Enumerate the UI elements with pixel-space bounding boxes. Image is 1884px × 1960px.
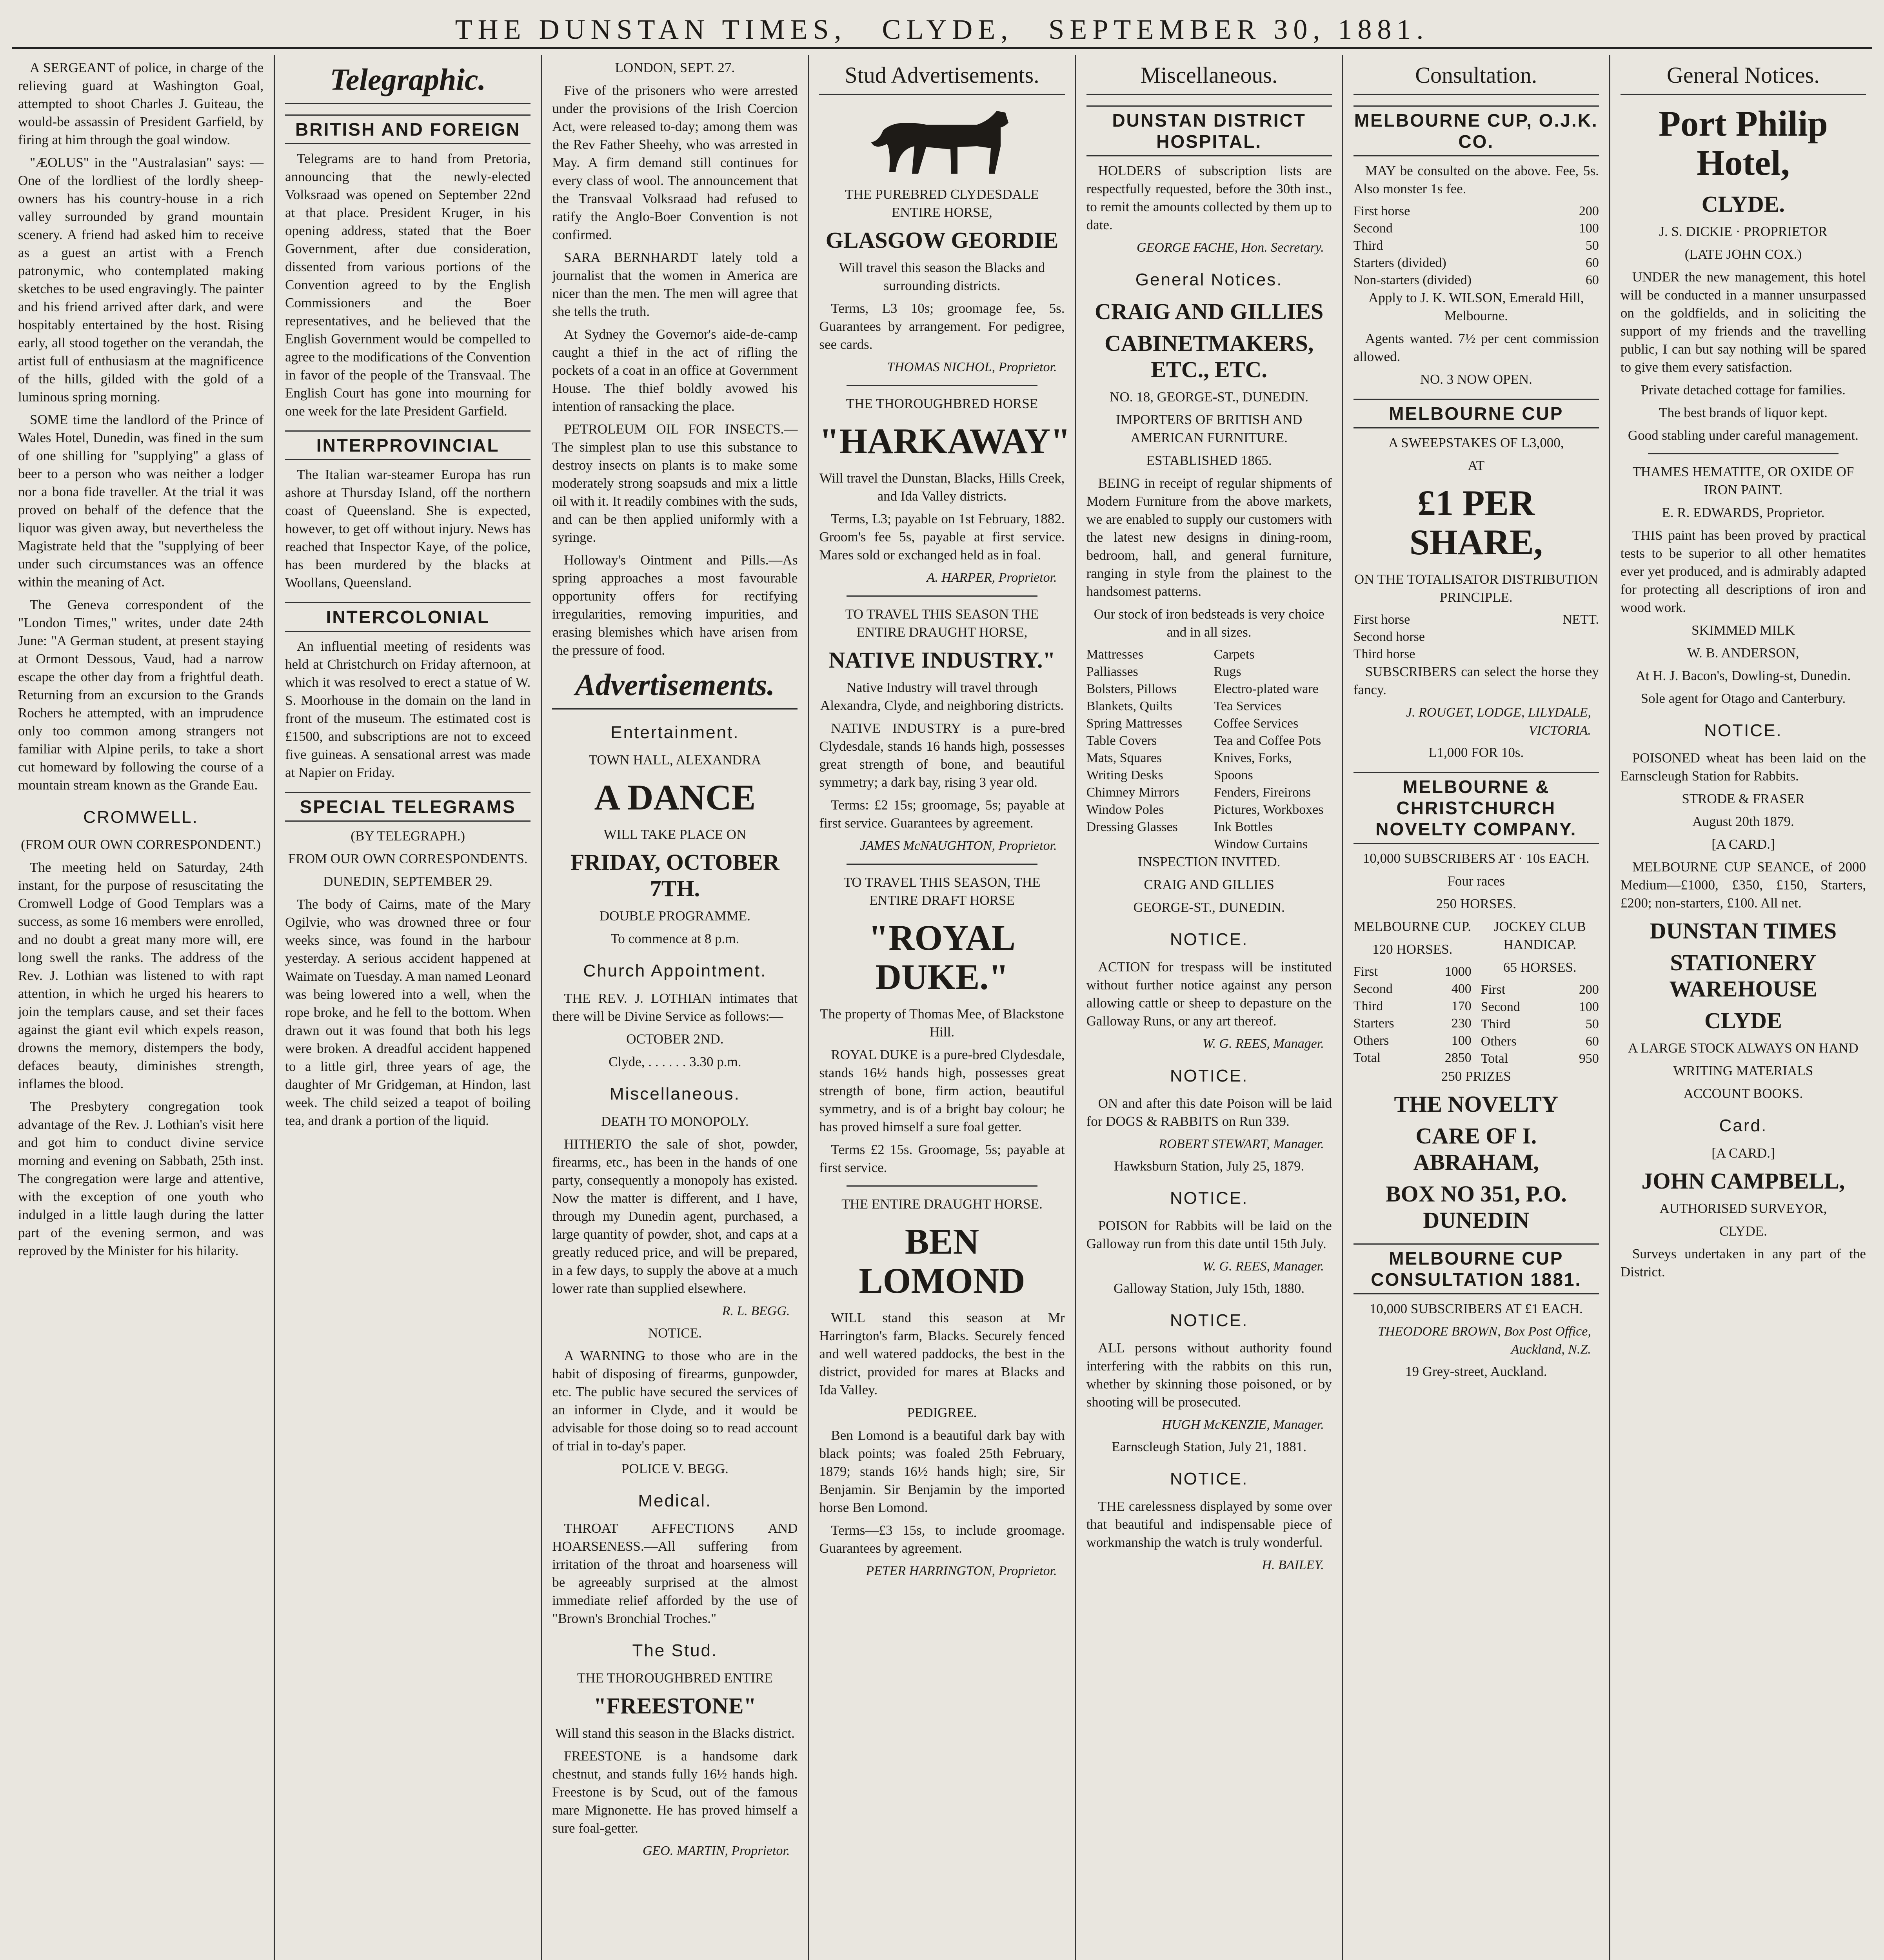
stewart-sig: ROBERT STEWART, Manager. <box>1159 1137 1324 1151</box>
consult2-sub: 10,000 SUBSCRIBERS AT £1 EACH. <box>1369 1301 1583 1316</box>
church-heading: Church Appointment. <box>583 961 767 980</box>
ben-sub: WILL stand this season at Mr Harrington's farm, Blacks. Securely fenced and well watered paddocks, the best in the district, provided for mares at Blacks and Ida Valley. <box>819 1310 1065 1397</box>
cup1-heading: MELBOURNE CUP, O.J.K. CO. <box>1354 105 1599 156</box>
petroleum-oil: PETROLEUM OIL FOR INSECTS.—The simplest plan to use this substance to destroy insects on plants is to make some moderately strong soapsuds and mix a little oil with it. It readily combines with the suds, and can be then applied uniformly with a syringe. <box>552 421 798 545</box>
sweepstakes: A SWEEPSTAKES OF L3,000, <box>1388 435 1564 450</box>
strode: STRODE & FRASER <box>1682 791 1805 806</box>
column-consultation <box>1342 55 1609 1960</box>
prize-row: Third 50 <box>1353 238 1599 253</box>
list-item: Writing Desks <box>1086 768 1163 782</box>
general-notices-heading: General Notices. <box>1135 270 1283 289</box>
article-cromwell: The meeting held on Saturday, 24th instant, for the purpose of resuscitating the Cromwell Lodge of Good Templars was a success, as some 16 members were enrolled, and no doubt a great many more will, ere long swell the ranks. The address of the Rev. J. Lothian was listened to with rapt attention, in which he urged his hearers to join the templars cause, and set their faces against the giant evil which expels reason, drowns the memory, distempers the body, defaces beauty, diminishes strength, inflames the blood. <box>18 860 264 1091</box>
list-item: Rugs <box>1214 664 1241 679</box>
special-text: The body of Cairns, mate of the Mary Ogilvie, who was drowned three or four weeks since, was found in the harbour yesterday. A serious accident happened at Waimate on Tuesday. A man named Leonard was being lowered into a well, when the rope broke, and he fell to the bottom. When drawn out it was found that both his legs were broken. A dreadful accident happened to a little girl, three years of age, the daughter of Mr Gridgeman, at Hindon, last week. The child seized a teapot of boiling tea, and drank a portion of the liquid. <box>285 897 531 1128</box>
notice1-heading: NOTICE. <box>1170 930 1248 949</box>
column-stud <box>808 55 1075 1960</box>
list-item: Coffee Services <box>1214 716 1299 731</box>
notice3-heading: NOTICE. <box>1170 1189 1248 1208</box>
george2: GEORGE-ST., DUNEDIN. <box>1133 900 1285 915</box>
list-item: Carpets <box>1214 647 1255 662</box>
column-news <box>8 55 274 1960</box>
native-title: NATIVE INDUSTRY." <box>828 647 1056 673</box>
paper-name: THE DUNSTAN TIMES, <box>455 13 847 45</box>
harkaway-title: "HARKAWAY" <box>819 421 1071 461</box>
column-general-notices <box>1609 55 1876 1960</box>
column-london-adverts <box>541 55 808 1960</box>
cottage: Private detached cottage for families. <box>1641 382 1846 397</box>
church-time: Clyde, . . . . . . 3.30 p.m. <box>609 1054 741 1069</box>
special-from: FROM OUR OWN CORRESPONDENTS. <box>288 851 528 866</box>
table-row: First 200 <box>1481 982 1599 997</box>
liquor: The best brands of liquor kept. <box>1659 405 1828 420</box>
list-item: Palliasses <box>1086 664 1138 679</box>
hawksburn: Hawksburn Station, July 25, 1879. <box>1114 1158 1304 1174</box>
table-row: Others 60 <box>1481 1034 1599 1049</box>
masthead <box>12 12 1872 49</box>
ben-terms: Terms—£3 15s, to include groomage. Guarantees by agreement. <box>819 1523 1065 1556</box>
galloway: Galloway Station, July 15th, 1880. <box>1114 1281 1305 1296</box>
interprovincial-text: The Italian war-steamer Europa has run ashore at Thursday Island, off the northern coast of Queensland. She is expected, however, to get off without injury. News has reached that Inspector Kaye, of the police, has been murdered by the blacks at Woollans, Queensland. <box>285 467 531 590</box>
surveyor: AUTHORISED SURVEYOR, <box>1659 1201 1827 1216</box>
monopoly-text: HITHERTO the sale of shot, powder, firearms, etc., has been in the hands of one party, consequently a monopoly has existed. Now the matter is different, and I have, through my Dunedin agent, purchased, a large quantity of powder, shot, and caps at a greatly reduced price, and will be prepared, in a few days, to supply the above at a much lower rate than supplied elsewhere. <box>552 1136 798 1296</box>
warning-text: A WARNING to those who are in the habit of disposing of firearms, gunpowder, etc. The public have secured the services of an informer in Clyde, and it would be advisable for those doing so to read account of trial in to-day's paper. <box>552 1348 798 1454</box>
furniture-col-a <box>1086 646 1205 853</box>
london-dateline: LONDON, SEPT. 27. <box>615 60 735 75</box>
earnscleugh: Earnscleugh Station, July 21, 1881. <box>1112 1439 1307 1454</box>
surveys: Surveys undertaken in any part of the District. <box>1620 1246 1866 1279</box>
paper-town: CLYDE, <box>882 13 1014 45</box>
royal-text: ROYAL DUKE is a pure-bred Clydesdale, stands 16½ hands high, possesses great strength of bone, firm action, beautiful symmetry, and is of a bright bay colour; he has proved himself a sure foal getter. <box>819 1047 1065 1134</box>
inspection: INSPECTION INVITED. <box>1137 854 1281 869</box>
will-take-place: WILL TAKE PLACE ON <box>603 827 747 842</box>
horses-250: 250 HORSES. <box>1436 896 1516 911</box>
notice-heading: NOTICE. <box>1704 721 1782 740</box>
geordie-sig: THOMAS NICHOL, Proprietor. <box>887 360 1057 374</box>
hospital-text: HOLDERS of subscription lists are respectfully requested, before the 30th inst., to remit the amounts collected by them up to date. <box>1086 163 1332 232</box>
list-item: Window Curtains <box>1214 837 1308 851</box>
newspaper-columns <box>8 55 1876 1960</box>
commence-time: To commence at 8 p.m. <box>610 931 739 946</box>
native-sub: Native Industry will travel through Alexandra, Clyde, and neighboring districts. <box>820 680 1064 713</box>
prizes-250: 250 PRIZES <box>1441 1069 1511 1084</box>
intercolonial-heading: INTERCOLONIAL <box>285 602 530 632</box>
clyde2: CLYDE <box>1704 1008 1782 1033</box>
per-share: £1 PER SHARE, <box>1409 483 1543 562</box>
list-item: Dressing Glasses <box>1086 820 1178 834</box>
dunstan-times: DUNSTAN TIMES <box>1650 918 1837 944</box>
article-presbytery: The Presbytery congregation took advantage of the Rev. J. Lothian's visit here and got him to conduct divine service morning and evening on Sabbath, 25th inst. The congregation were large and attentive, with the exception of one youth who indulged in a little laugh during the latter part of the evening sermon, and was reproved by the Minister for his hilarity. <box>18 1099 264 1258</box>
list-item: Electro-plated ware <box>1214 682 1319 696</box>
british-foreign-text: Telegrams are to hand from Pretoria, announcing that the newly-elected Volksraad was opened on September 22nd at that place. President Kruger, in his opening address, stated that the Boer Government, after due consideration, dissented from various portions of the Convention agreed to by the English Commissioners and the Boer representatives, and he believed that the English Government would be compelled to agree to the modifications of the Convention in favor of the people of the Transvaal. The English Court has gone into mourning for one week for the late President Garfield. <box>285 151 531 419</box>
paper-date: SEPTEMBER 30, 1881. <box>1048 13 1429 45</box>
hospital-heading: DUNSTAN DISTRICT HOSPITAL. <box>1086 105 1332 156</box>
ben-pre: THE ENTIRE DRAUGHT HORSE. <box>841 1196 1043 1212</box>
notice1-text: ACTION for trespass will be instituted without further notice against any person allowing cattle or sheep to depasture on the Galloway Runs, or any art thereof. <box>1086 959 1332 1029</box>
native-text: NATIVE INDUSTRY is a pure-bred Clydesdale, stands 16 hands high, possesses great strength of bone, and beautiful symmetry; a dark bay, rising 3 year old. <box>819 720 1065 790</box>
general-notices-heading: General Notices. <box>1621 59 1866 95</box>
notice3-text: POISON for Rabbits will be laid on the Galloway run from this date until 15th July. <box>1086 1218 1332 1251</box>
table-row: Third 170 <box>1353 999 1472 1013</box>
bacon: At H. J. Bacon's, Dowling-st, Dunedin. <box>1635 668 1851 683</box>
interprovincial-heading: INTERPROVINCIAL <box>285 430 530 460</box>
intercolonial-text: An influential meeting of residents was held at Christchurch on Friday afternoon, at which it was resolved to erect a statue of W. S. Moorhouse in the domain on the land in front of the museum. The estimated cost is £1500, and subscriptions are not to exceed five guineas. A sensational arrest was made at Napier on Friday. <box>285 639 531 780</box>
subscribers: SUBSCRIBERS can select the horse they fancy. <box>1353 664 1599 697</box>
freestone-title: "FREESTONE" <box>594 1693 756 1719</box>
anderson: W. B. ANDERSON, <box>1687 645 1799 661</box>
holloway: Holloway's Ointment and Pills.—As spring approaches a most favourable opportunity offers for rectifying irregularities, removing impurities, and erasing blemishes which have arisen from the pressure of food. <box>552 552 798 658</box>
notice5-heading: NOTICE. <box>1170 1469 1248 1488</box>
rees-sig: W. G. REES, Manager. <box>1203 1036 1324 1051</box>
geordie-pre: THE PUREBRED CLYDESDALE ENTIRE HORSE, <box>845 187 1039 220</box>
prize-row: Second 100 <box>1353 221 1599 236</box>
furniture-col-b <box>1214 646 1332 853</box>
double-programme: DOUBLE PROGRAMME. <box>599 908 750 924</box>
thoroughbred-label: THE THOROUGHBRED ENTIRE <box>577 1670 773 1686</box>
misc-heading: Miscellaneous. <box>1086 59 1332 95</box>
jc-table: JOCKEY CLUB HANDICAP. 65 HORSES. First 200 Second 100 Third 50 Others 60 Total 950 <box>1481 918 1599 1067</box>
harkaway-terms: Terms, L3; payable on 1st February, 1882. Groom's fee 5s, payable at first service. Mares sold or exchanged held as in foal. <box>819 511 1065 563</box>
notice5-text: THE carelessness displayed by some over that beautiful and indispensable piece of workmanship the watch is truly wonderful. <box>1086 1499 1332 1550</box>
clyde3: CLYDE. <box>1719 1223 1767 1239</box>
horse-illustration <box>859 103 1024 178</box>
cabinetmakers: CABINETMAKERS, ETC., ETC. <box>1104 330 1314 382</box>
large-stock: A LARGE STOCK ALWAYS ON HAND <box>1628 1040 1859 1056</box>
at: AT <box>1468 458 1485 473</box>
table-row: Second 100 <box>1481 1000 1599 1014</box>
dance-date: FRIDAY, OCTOBER 7TH. <box>570 849 779 901</box>
list-item: Tea Services <box>1214 699 1281 713</box>
harkaway-sig: A. HARPER, Proprietor. <box>927 570 1057 585</box>
freestone-text: FREESTONE is a handsome dark chestnut, and stands fully 16½ hands high. Freestone is by Scud, out of the famous mare Mignonette. He has proved himself a sure foal-getter. <box>552 1748 798 1836</box>
agents: Agents wanted. 7½ per cent commission allowed. <box>1353 331 1599 364</box>
writing: WRITING MATERIALS <box>1673 1063 1813 1078</box>
church-text: THE REV. J. LOTHIAN intimates that there will be Divine Service as follows:— <box>552 991 798 1024</box>
card-heading: Card. <box>1719 1116 1768 1135</box>
grey-st: 19 Grey-street, Auckland. <box>1405 1364 1547 1379</box>
ben-sig: PETER HARRINGTON, Proprietor. <box>866 1564 1057 1578</box>
royal-pre: TO TRAVEL THIS SEASON, THE ENTIRE DRAFT HORSE <box>843 875 1041 908</box>
edwards: E. R. EDWARDS, Proprietor. <box>1662 505 1825 520</box>
misc-heading: Miscellaneous. <box>609 1084 740 1103</box>
no3-open: NO. 3 NOW OPEN. <box>1420 372 1532 387</box>
divider <box>847 385 1037 386</box>
novelty: THE NOVELTY <box>1394 1091 1559 1117</box>
native-pre: TO TRAVEL THIS SEASON THE ENTIRE DRAUGHT HORSE, <box>845 606 1039 640</box>
list-item: Fenders, Fireirons <box>1214 785 1311 800</box>
apply: Apply to J. K. WILSON, Emerald Hill, Melbourne. <box>1368 290 1584 323</box>
divider <box>847 1185 1037 1187</box>
geordie-title: GLASGOW GEORDIE <box>825 227 1059 253</box>
prize-row: Starters (divided) 60 <box>1353 256 1599 270</box>
divider <box>847 595 1037 597</box>
cromwell-byline: (FROM OUR OWN CORRESPONDENT.) <box>21 837 261 852</box>
stock-text: Our stock of iron bedsteads is very choice and in all sizes. <box>1094 606 1324 640</box>
special-telegrams-heading: SPECIAL TELEGRAMS <box>285 792 530 822</box>
consult2-heading: MELBOURNE CUP CONSULTATION 1881. <box>1354 1243 1599 1294</box>
notice4-text: ALL persons without authority found interfering with the rabbits on this run, whether by skinning those poisoned, or by shooting will be prosecuted. <box>1086 1340 1332 1410</box>
notice4-heading: NOTICE. <box>1170 1311 1248 1330</box>
furniture-list <box>1086 646 1332 853</box>
sole: Sole agent for Otago and Canterbury. <box>1641 691 1846 706</box>
hotel-title: Port Philip Hotel, <box>1658 103 1828 183</box>
article-aeolus: "ÆOLUS" in the "Australasian" says: —One of the lordliest of the lordly sheep-owners has his country-house in a rich valley surrounded by grand mountain scenery. A friend had asked him to receive as a guest an artist with a French patronymic, who contemplated making sketches to be used engravingly. The painter and his friend arrived after dark, and were hospitably entertained by the host. Rising early, all stood together on the verandah, the artist full of enthusiasm at the magnificence of the hills, gilded with the gold of a luminous spring morning. <box>18 155 264 405</box>
under-text: UNDER the new management, this hotel will be conducted in a manner unsurpassed on the goldfields, and in soliciting the support of my friends and the travelling public, I can but say nothing will be spared to give them every satisfaction. <box>1620 269 1866 375</box>
town-hall: TOWN HALL, ALEXANDRA <box>589 752 761 768</box>
notice2-heading: NOTICE. <box>1170 1066 1248 1085</box>
table-row: Starters 230 <box>1353 1016 1472 1031</box>
list-item: Window Poles <box>1086 802 1164 817</box>
divider <box>1648 453 1839 454</box>
london-text: Five of the prisoners who were arrested under the provisions of the Irish Coercion Act, were released to-day; among them was the Rev Father Sheehy, who was arrested in May. A firm demand still continues for every class of wool. The announcement that the Transvaal Volksraad had refused to ratify the Anglo-Boer Convention is not confirmed. <box>552 83 798 242</box>
list-item: Pictures, Workboxes <box>1214 802 1324 817</box>
rouget-sig: J. ROUGET, LODGE, LILYDALE, VICTORIA. <box>1406 705 1591 738</box>
column-miscellaneous <box>1075 55 1342 1960</box>
nett-row: First horse NETT. <box>1353 612 1599 627</box>
stud-advertisements-heading: Stud Advertisements. <box>819 59 1065 95</box>
l1000: L1,000 FOR 10s. <box>1428 745 1524 760</box>
fache-sig: GEORGE FACHE, Hon. Secretary. <box>1136 240 1324 255</box>
native-terms: Terms: £2 15s; groomage, 5s; payable at first service. Guarantees by agreement. <box>819 797 1065 831</box>
article-prince-of-wales: SOME time the landlord of the Prince of Wales Hotel, Dunedin, was fined in the sum of one shilling for "supplying" a glass of beer to a person who was neither a lodger nor a bona fide traveller. At the trial it was proved on behalf of the defence that the liquor was given away, but nevertheless the Magistrate held that the "supplying of beer under such circumstances was an offence within the meaning of Act. <box>18 412 264 590</box>
being-text: BEING in receipt of regular shipments of Modern Furniture from the above markets, we are enabled to supply our customers with the latest new designs in dining-room, bedroom, hall, and general furniture, ranging in style from the plainest to the handsomest patterns. <box>1086 475 1332 599</box>
advertisements-heading: Advertisements. <box>552 664 798 710</box>
george-st: NO. 18, GEORGE-ST., DUNEDIN. <box>1110 389 1309 405</box>
telegraphic-heading: Telegraphic. <box>285 59 530 104</box>
brown-sig: THEODORE BROWN, Box Post Office, Auckland, N.Z. <box>1377 1324 1591 1357</box>
stabling: Good stabling under careful management. <box>1628 428 1859 443</box>
craig2: CRAIG AND GILLIES <box>1144 877 1274 892</box>
list-item: Tea and Coffee Pots <box>1214 733 1321 748</box>
paint-text: THIS paint has been proved by practical tests to be superior to all other hematites ever yet produced, and is admirably adapted for protecting all descriptions of iron and wood work. <box>1620 528 1866 615</box>
dance-title: A DANCE <box>594 777 756 817</box>
craig-gillies: CRAIG AND GILLIES <box>1094 299 1324 324</box>
table-row: Total 2850 <box>1353 1051 1472 1065</box>
mckenzie-sig: HUGH McKENZIE, Manager. <box>1162 1417 1324 1432</box>
cup2-heading: MELBOURNE CUP <box>1354 399 1599 428</box>
sydney-thief: At Sydney the Governor's aide-de-camp caught a thief in the act of rifling the pockets of a coat in an office at Government House. The thief boldly avowed his intention of ransacking the place. <box>552 327 798 414</box>
table-row: First 1000 <box>1353 964 1472 979</box>
cox: (LATE JOHN COX.) <box>1684 247 1802 262</box>
totalisator: ON THE TOTALISATOR DISTRIBUTION PRINCIPLE. <box>1354 572 1598 605</box>
monopoly-heading: DEATH TO MONOPOLY. <box>601 1114 749 1129</box>
article-sergeant: A SERGEANT of police, in charge of the relieving guard at Washington Goal, attempted to shoot Charles J. Guiteau, the would-be assassin of President Garfield, by firing at him through the goal window. <box>18 60 264 147</box>
table-row: Second 400 <box>1353 982 1472 996</box>
ben-title: BEN LOMOND <box>859 1221 1025 1301</box>
list-item: Blankets, Quilts <box>1086 699 1172 713</box>
begg-signature: R. L. BEGG. <box>722 1304 790 1318</box>
prize-row: First horse 200 <box>1353 204 1599 218</box>
list-item: Bolsters, Pillows <box>1086 682 1177 696</box>
consultation-heading: Consultation. <box>1354 59 1599 95</box>
geordie-terms: Terms, L3 10s; groomage fee, 5s. Guarantees by arrangement. For pedigree, see cards. <box>819 301 1065 352</box>
list-item: Mattresses <box>1086 647 1143 662</box>
thames: THAMES HEMATITE, OR OXIDE OF IRON PAINT. <box>1632 464 1854 497</box>
royal-terms: Terms £2 15s. Groomage, 5s; payable at first service. <box>819 1142 1065 1175</box>
list-item: Table Covers <box>1086 733 1157 748</box>
pedigree-heading: PEDIGREE. <box>907 1405 977 1420</box>
importers: IMPORTERS OF BRITISH AND AMERICAN FURNITURE. <box>1116 412 1303 445</box>
table-row: Others 100 <box>1353 1033 1472 1048</box>
medical-heading: Medical. <box>638 1491 712 1510</box>
established: ESTABLISHED 1865. <box>1146 453 1272 468</box>
entertainment-heading: Entertainment. <box>610 723 739 742</box>
rees2-sig: W. G. REES, Manager. <box>1203 1259 1324 1274</box>
native-sig: JAMES McNAUGHTON, Proprietor. <box>860 838 1057 853</box>
harkaway-pre: THE THOROUGHBRED HORSE <box>846 396 1038 411</box>
nett-row: Third horse <box>1353 647 1415 661</box>
police-begg: POLICE V. BEGG. <box>621 1461 729 1476</box>
notice-heading: NOTICE. <box>648 1325 702 1341</box>
church-date: OCTOBER 2ND. <box>626 1031 724 1047</box>
dickie: J. S. DICKIE · PROPRIETOR <box>1659 224 1828 239</box>
special-by-telegraph: (BY TELEGRAPH.) <box>351 828 465 844</box>
care-of: CARE OF I. ABRAHAM, <box>1413 1123 1539 1175</box>
mc-table: MELBOURNE CUP. 120 HORSES. First 1000 Second 400 Third 170 Starters 230 Others 100 Total 2850 <box>1354 918 1472 1067</box>
cromwell-heading: CROMWELL. <box>83 808 198 827</box>
table-row: Third 50 <box>1481 1017 1599 1031</box>
notice2-text: ON and after this date Poison will be laid for DOGS & RABBITS on Run 339. <box>1086 1096 1332 1129</box>
freestone-sub: Will stand this season in the Blacks district. <box>555 1726 795 1741</box>
card: [A CARD.] <box>1711 837 1775 852</box>
special-dateline: DUNEDIN, SEPTEMBER 29. <box>323 874 493 889</box>
british-foreign-heading: BRITISH AND FOREIGN <box>285 114 530 144</box>
divider <box>847 864 1037 865</box>
hotel-town: CLYDE. <box>1701 191 1785 217</box>
box: BOX NO 351, P.O. DUNEDIN <box>1385 1181 1567 1233</box>
list-item: Mats, Squares <box>1086 751 1162 765</box>
list-item: Ink Bottles <box>1214 820 1273 834</box>
list-item: Chimney Mirrors <box>1086 785 1179 800</box>
article-geneva: The Geneva correspondent of the "London Times," writes, under date 24th June: "A German student, at present staying at Ormont Dessous, Vaud, had a narrow escape the other day from a frightful death. Returning from an excursion to the Grands Rochers he attempted, with an imprudence only too common among strangers not familiar with Alpine perils, to take a short cut homeward by following the course of a mountain stream known as the Grande Eau. <box>18 597 264 793</box>
campbell: JOHN CAMPBELL, <box>1641 1168 1845 1194</box>
throat-text: THROAT AFFECTIONS AND HOARSENESS.—All suffering from irritation of the throat and hoarseness will be agreeably surprised at the almost immediate relief afforded by the use of "Brown's Bronchial Troches." <box>552 1521 798 1626</box>
geordie-sub: Will travel this season the Blacks and surrounding districts. <box>839 260 1045 293</box>
royal-title: "ROYAL DUKE." <box>868 918 1016 997</box>
cup1-text: MAY be consulted on the above. Fee, 5s. Also monster 1s fee. <box>1353 163 1599 196</box>
prize-row: Non-starters (divided) 60 <box>1353 273 1599 287</box>
table-row: Total 950 <box>1481 1051 1599 1066</box>
nett-row: Second horse <box>1353 630 1425 644</box>
list-item: Spring Mattresses <box>1086 716 1183 731</box>
stationery: STATIONERY WAREHOUSE <box>1669 950 1817 1002</box>
skimmed: SKIMMED MILK <box>1691 622 1795 638</box>
mcc-heading: MELBOURNE & CHRISTCHURCH NOVELTY COMPANY. <box>1354 772 1599 844</box>
sara-bernhardt: SARA BERNHARDT lately told a journalist that the women in America are nicer than the men. The men will agree that she tells the truth. <box>552 250 798 319</box>
seance: MELBOURNE CUP SEANCE, of 2000 Medium—£1000, £350, £150, Starters, £200; non-starters, £100. All net. <box>1620 859 1866 911</box>
bailey-sig: H. BAILEY. <box>1262 1558 1324 1572</box>
poisoned-text: POISONED wheat has been laid on the Earnscleugh Station for Rabbits. <box>1620 750 1866 784</box>
stud-heading: The Stud. <box>632 1641 718 1660</box>
column-telegraphic <box>274 55 541 1960</box>
mcc-sub: 10,000 SUBSCRIBERS AT · 10s EACH. <box>1363 851 1590 866</box>
list-item: Knives, Forks, Spoons <box>1214 751 1292 782</box>
ben-text: Ben Lomond is a beautiful dark bay with black points; was foaled 25th February, 1879; stands 16½ hands high; sire, Sir Benjamin. Sir Benjamin by the imported horse Ben Lomond. <box>819 1428 1065 1515</box>
harkaway-sub: Will travel the Dunstan, Blacks, Hills Creek, and Ida Valley districts. <box>819 470 1065 504</box>
cup-tables <box>1354 918 1599 1067</box>
account-books: ACCOUNT BOOKS. <box>1683 1086 1803 1101</box>
card3: [A CARD.] <box>1711 1145 1775 1161</box>
martin-signature: GEO. MARTIN, Proprietor. <box>642 1844 790 1858</box>
four-races: Four races <box>1447 873 1505 889</box>
aug: August 20th 1879. <box>1692 814 1794 829</box>
royal-sub: The property of Thomas Mee, of Blackstone Hill. <box>820 1006 1064 1040</box>
